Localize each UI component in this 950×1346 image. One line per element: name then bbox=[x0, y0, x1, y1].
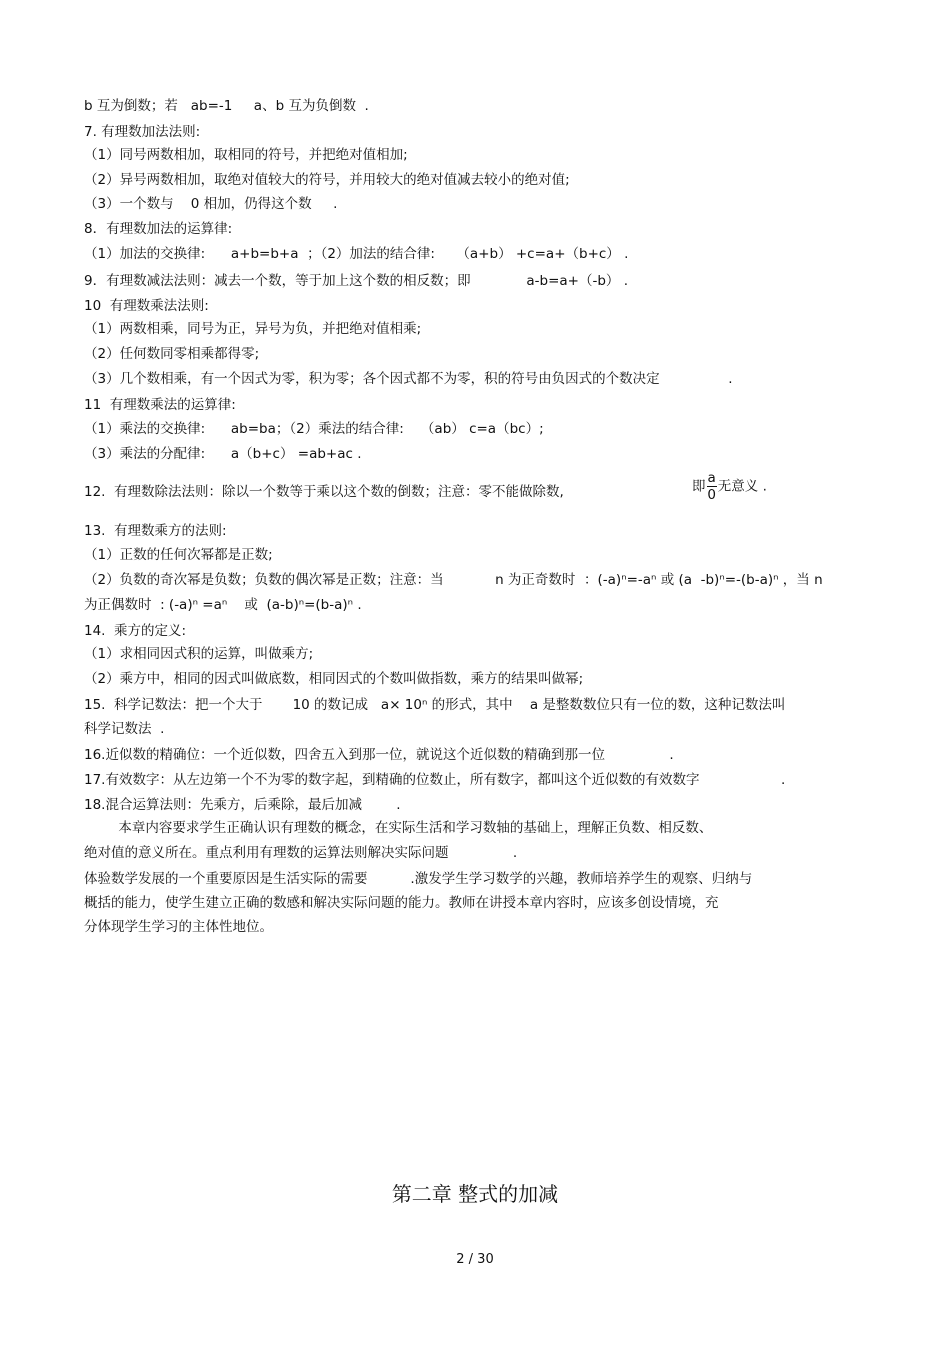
fraction-suffix: 无意义 . bbox=[717, 478, 767, 495]
text-line: （1）求相同因式积的运算，叫做乘方; bbox=[84, 646, 314, 662]
text-line: 13. 有理数乘方的法则: bbox=[84, 523, 227, 539]
chapter-title: 第二章 整式的加减 bbox=[391, 1182, 559, 1206]
text-line: （2）乘方中，相同的因式叫做底数，相同因式的个数叫做指数，乘方的结果叫做幂; bbox=[84, 671, 584, 687]
text-line: 15. 科学记数法：把一个大于 10 的数记成 a× 10ⁿ 的形式，其中 a 是整数数位只有一位的数，这种记数法叫 bbox=[84, 697, 786, 713]
text-line: 8．有理数加法的运算律: bbox=[84, 221, 233, 237]
text-line: （2）任何数同零相乘都得零; bbox=[84, 346, 260, 362]
text-line: 18.混合运算法则：先乘方，后乘除，最后加减 . bbox=[84, 797, 401, 813]
text-line: （1）加法的交换律: a+b=b+a ；（2）加法的结合律: （a+b） +c=a+（b+c） . bbox=[84, 246, 629, 262]
text-line: 体验数学发展的一个重要原因是生活实际的需要 .激发学生学习数学的兴趣，教师培养学生的观察、归纳与 bbox=[84, 871, 753, 887]
text-line: （3）几个数相乘，有一个因式为零，积为零；各个因式都不为零，积的符号由负因式的个数决定 . bbox=[84, 371, 733, 387]
text-line: 为正偶数时 : (-a)ⁿ =aⁿ 或 (a-b)ⁿ=(b-a)ⁿ . bbox=[84, 597, 362, 613]
text-line: 7. 有理数加法法则: bbox=[84, 124, 201, 140]
text-line: 10 有理数乘法法则: bbox=[84, 298, 209, 314]
text-line: 12. 有理数除法法则：除以一个数等于乘以这个数的倒数；注意：零不能做除数, bbox=[84, 484, 564, 500]
fraction-a-over-zero bbox=[707, 470, 717, 503]
text-line: （3）一个数与 0 相加，仍得这个数 . bbox=[84, 196, 338, 212]
text-line: 科学记数法 . bbox=[84, 721, 165, 737]
text-line: 14. 乘方的定义: bbox=[84, 623, 187, 639]
text-line: （2）异号两数相加，取绝对值较大的符号，并用较大的绝对值减去较小的绝对值; bbox=[84, 172, 570, 188]
text-line: 17.有效数字：从左边第一个不为零的数字起，到精确的位数止，所有数字，都叫这个近似数的有效数字 . bbox=[84, 772, 786, 788]
text-line: （1）乘法的交换律: ab=ba；（2）乘法的结合律: （ab） c=a（bc）; bbox=[84, 421, 544, 437]
text-line: 本章内容要求学生正确认识有理数的概念，在实际生活和学习数轴的基础上，理解正负数、相反数、 bbox=[84, 820, 713, 836]
text-line: 16.近似数的精确位：一个近似数，四舍五入到那一位，就说这个近似数的精确到那一位 . bbox=[84, 747, 674, 763]
text-line: （1）正数的任何次幂都是正数; bbox=[84, 547, 273, 563]
text-line: 概括的能力，使学生建立正确的数感和解决实际问题的能力。教师在讲授本章内容时，应该多创设情境，充 bbox=[84, 895, 719, 911]
fraction-prefix: 即 bbox=[692, 478, 706, 495]
fraction-numerator: a bbox=[707, 470, 716, 486]
text-line: 11 有理数乘法的运算律: bbox=[84, 397, 236, 413]
text-line: b 互为倒数；若 ab=-1 a、b 互为负倒数 . bbox=[84, 98, 369, 114]
text-line: 9．有理数减法法则：减去一个数，等于加上这个数的相反数；即 a-b=a+（-b） . bbox=[84, 273, 629, 289]
text-line: （1）两数相乘，同号为正，异号为负，并把绝对值相乘; bbox=[84, 321, 422, 337]
fraction-denominator: 0 bbox=[707, 487, 716, 503]
text-line: （2）负数的奇次幂是负数；负数的偶次幂是正数；注意：当 n 为正奇数时 ：(-a)ⁿ=-aⁿ 或 (a -b)ⁿ=-(b-a)ⁿ ，当 n bbox=[84, 572, 823, 588]
text-line: 分体现学生学习的主体性地位。 bbox=[84, 919, 273, 935]
page-number: 2 / 30 bbox=[456, 1252, 494, 1267]
text-line: 绝对值的意义所在。重点利用有理数的运算法则解决实际问题 . bbox=[84, 845, 518, 861]
text-line: （1）同号两数相加，取相同的符号，并把绝对值相加; bbox=[84, 147, 408, 163]
fraction-note bbox=[692, 470, 767, 503]
text-line: （3）乘法的分配律: a（b+c） =ab+ac . bbox=[84, 446, 362, 462]
